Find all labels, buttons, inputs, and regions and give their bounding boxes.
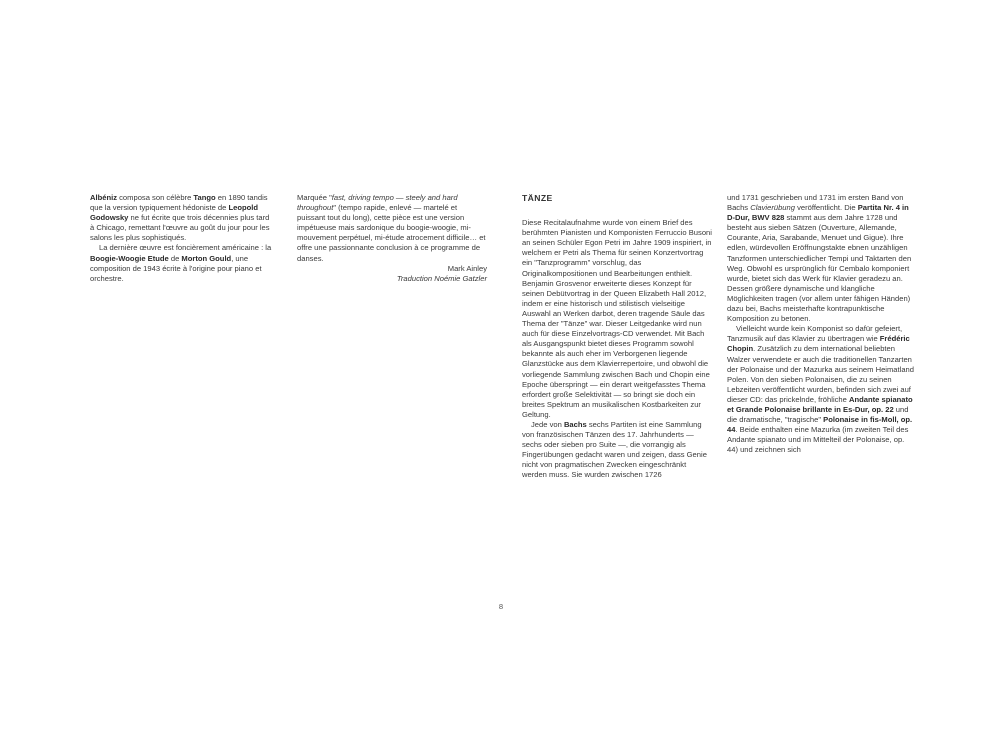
composer-name: Albéniz: [90, 193, 118, 202]
paragraph-boogie-woogie: Marquée "fast, driving tempo — steely and hard throughout" (tempo rapide, enlevé — martelé et puissant tout du long), cette pièce est une version impétueuse mais sardonique du boogie-woogie, mi-mouvement perpétuel, mi-étude atrocement difficile… et offre une passionnante conclusion à ce programme de danses.: [297, 193, 486, 263]
composer-name: Leopold Godowsky: [90, 203, 258, 223]
work-title: Polonaise in fis-Moll, op. 44: [727, 415, 913, 435]
composer-name: Bachs: [563, 419, 587, 429]
section-heading: TÄNZE: [522, 193, 553, 203]
author-credit: Mark Ainley: [447, 263, 487, 273]
column-german-1: [522, 193, 712, 481]
composer-name: Frédéric Chopin: [727, 334, 910, 354]
page-number: 8: [498, 602, 504, 611]
paragraph-gould: La dernière œuvre est foncièrement américaine : la Boogie-Woogie Etude de Morton Gould, une composition de 1943 écrite à l'origine pour piano et orchestre.: [90, 243, 272, 283]
tempo-marking: fast, driving tempo — steely and hard throughout: [297, 193, 458, 213]
work-title: Boogie-Woogie Etude: [90, 253, 169, 263]
column-german-2: [727, 193, 915, 455]
paragraph-albeniz-godowsky: Albéniz composa son célèbre Tango en 1890 tandis que la version typiquement hédoniste de Leopold Godowsky ne fut écrite que trois décennies plus tard à Chicago, remettant l'œuvre au goût du jour pour les salons les plus sophistiqués.: [90, 193, 270, 243]
paragraph-bach: Jede von Bachs sechs Partiten ist eine Sammlung von französischen Tänzen des 17. Jahrhunderts — sechs oder sieben pro Suite —, die vorrangig als Fingerübungen gedacht waren und zeigen, dass Genie nicht von pragmatischen Zwecken eingeschränkt werden muss. Sie wurden zwischen 1726: [522, 419, 707, 480]
work-title: Partita Nr. 4 in D-Dur, BWV 828: [727, 203, 909, 223]
paragraph-partita: und 1731 geschrieben und 1731 im ersten Band von Bachs Clavierübung veröffentlicht. Die Partita Nr. 4 in D-Dur, BWV 828 stammt aus dem Jahre 1728 und besteht aus sieben Sätzen (Ouverture, Allemande, Courante, Aria, Sarabande, Menuet und Gigue). Ihre edlen, würdevollen Eröffnungstakte ebnen unzähligen Tanzformen unterschiedlicher Tempi und Taktarten den Weg. Obwohl es ursprünglich für Cembalo komponiert wurde, bietet sich das Werk für Klavier geradezu an. Dessen größere dynamische und klangliche Möglichkeiten tragen (vor allem unter fähigen Händen) dazu bei, Bachs meisterhafte kontrapunktische Komposition zu betonen.: [727, 193, 912, 324]
column-french-1: [90, 193, 274, 284]
work-title: Tango: [193, 193, 216, 202]
paragraph-intro: Diese Recitalaufnahme wurde von einem Brief des berühmten Pianisten und Komponisten Ferruccio Busoni an seinen Schüler Egon Petri im Jahre 1909 inspiriert, in welchem er Petri als Thema für seinen Konzertvortrag ein "Tanzprogramm" vorschlug, das Originalkompositionen und Bearbeitungen enthielt. Benjamin Grosvenor erweiterte dieses Konzept für seinen Debütvortrag in der Queen Elizabeth Hall 2012, indem er eine historisch und stilistisch vielseitige Auswahl an Werken darbot, deren tragende Säule das Thema der "Tänze" war. Dieser Leitgedanke wird nun auch für diese Einzelvortrags-CD verwendet. Mit Bach als Ausgangspunkt bietet dieses Programm sowohl bekannte als auch eher im Verborgenen liegende Glanzstücke aus dem Klavierrepertoire, und obwohl die vorliegende Sammlung zwischen Bach und Chopin eine Epoche überspringt — ein derart weitgefasstes Thema erfordert große Selektivität — so bringt sie doch ein breites Spektrum an musikalischen Kostbarkeiten zur Geltung.: [522, 218, 712, 419]
paragraph-chopin: Vielleicht wurde kein Komponist so dafür gefeiert, Tanzmusik auf das Klavier zu übertragen wie Frédéric Chopin. Zusätzlich zu dem international beliebten Walzer verwendete er auch die traditionellen Tanzarten der Polonaise und der Mazurka aus seinem Heimatland Polen. Von den sieben Polonaisen, die zu seinen Lebzeiten veröffentlicht wurden, befinden sich zwei auf dieser CD: das prickelnde, fröhliche Andante spianato et Grande Polonaise brillante in Es-Dur, op. 22 und die dramatische, "tragische" Polonaise in fis-Moll, op. 44. Beide enthalten eine Mazurka (im zweiten Teil des Andante spianato und im Mittelteil der Polonaise, op. 44) und zeichnen sich: [727, 324, 914, 455]
translator-credit: Traduction Noémie Gatzler: [396, 273, 487, 283]
work-title: Andante spianato et Grande Polonaise brillante in Es-Dur, op. 22: [727, 394, 913, 414]
collection-title: Clavierübung: [750, 203, 795, 213]
composer-name: Morton Gould: [181, 253, 232, 263]
column-french-2: [297, 193, 487, 284]
